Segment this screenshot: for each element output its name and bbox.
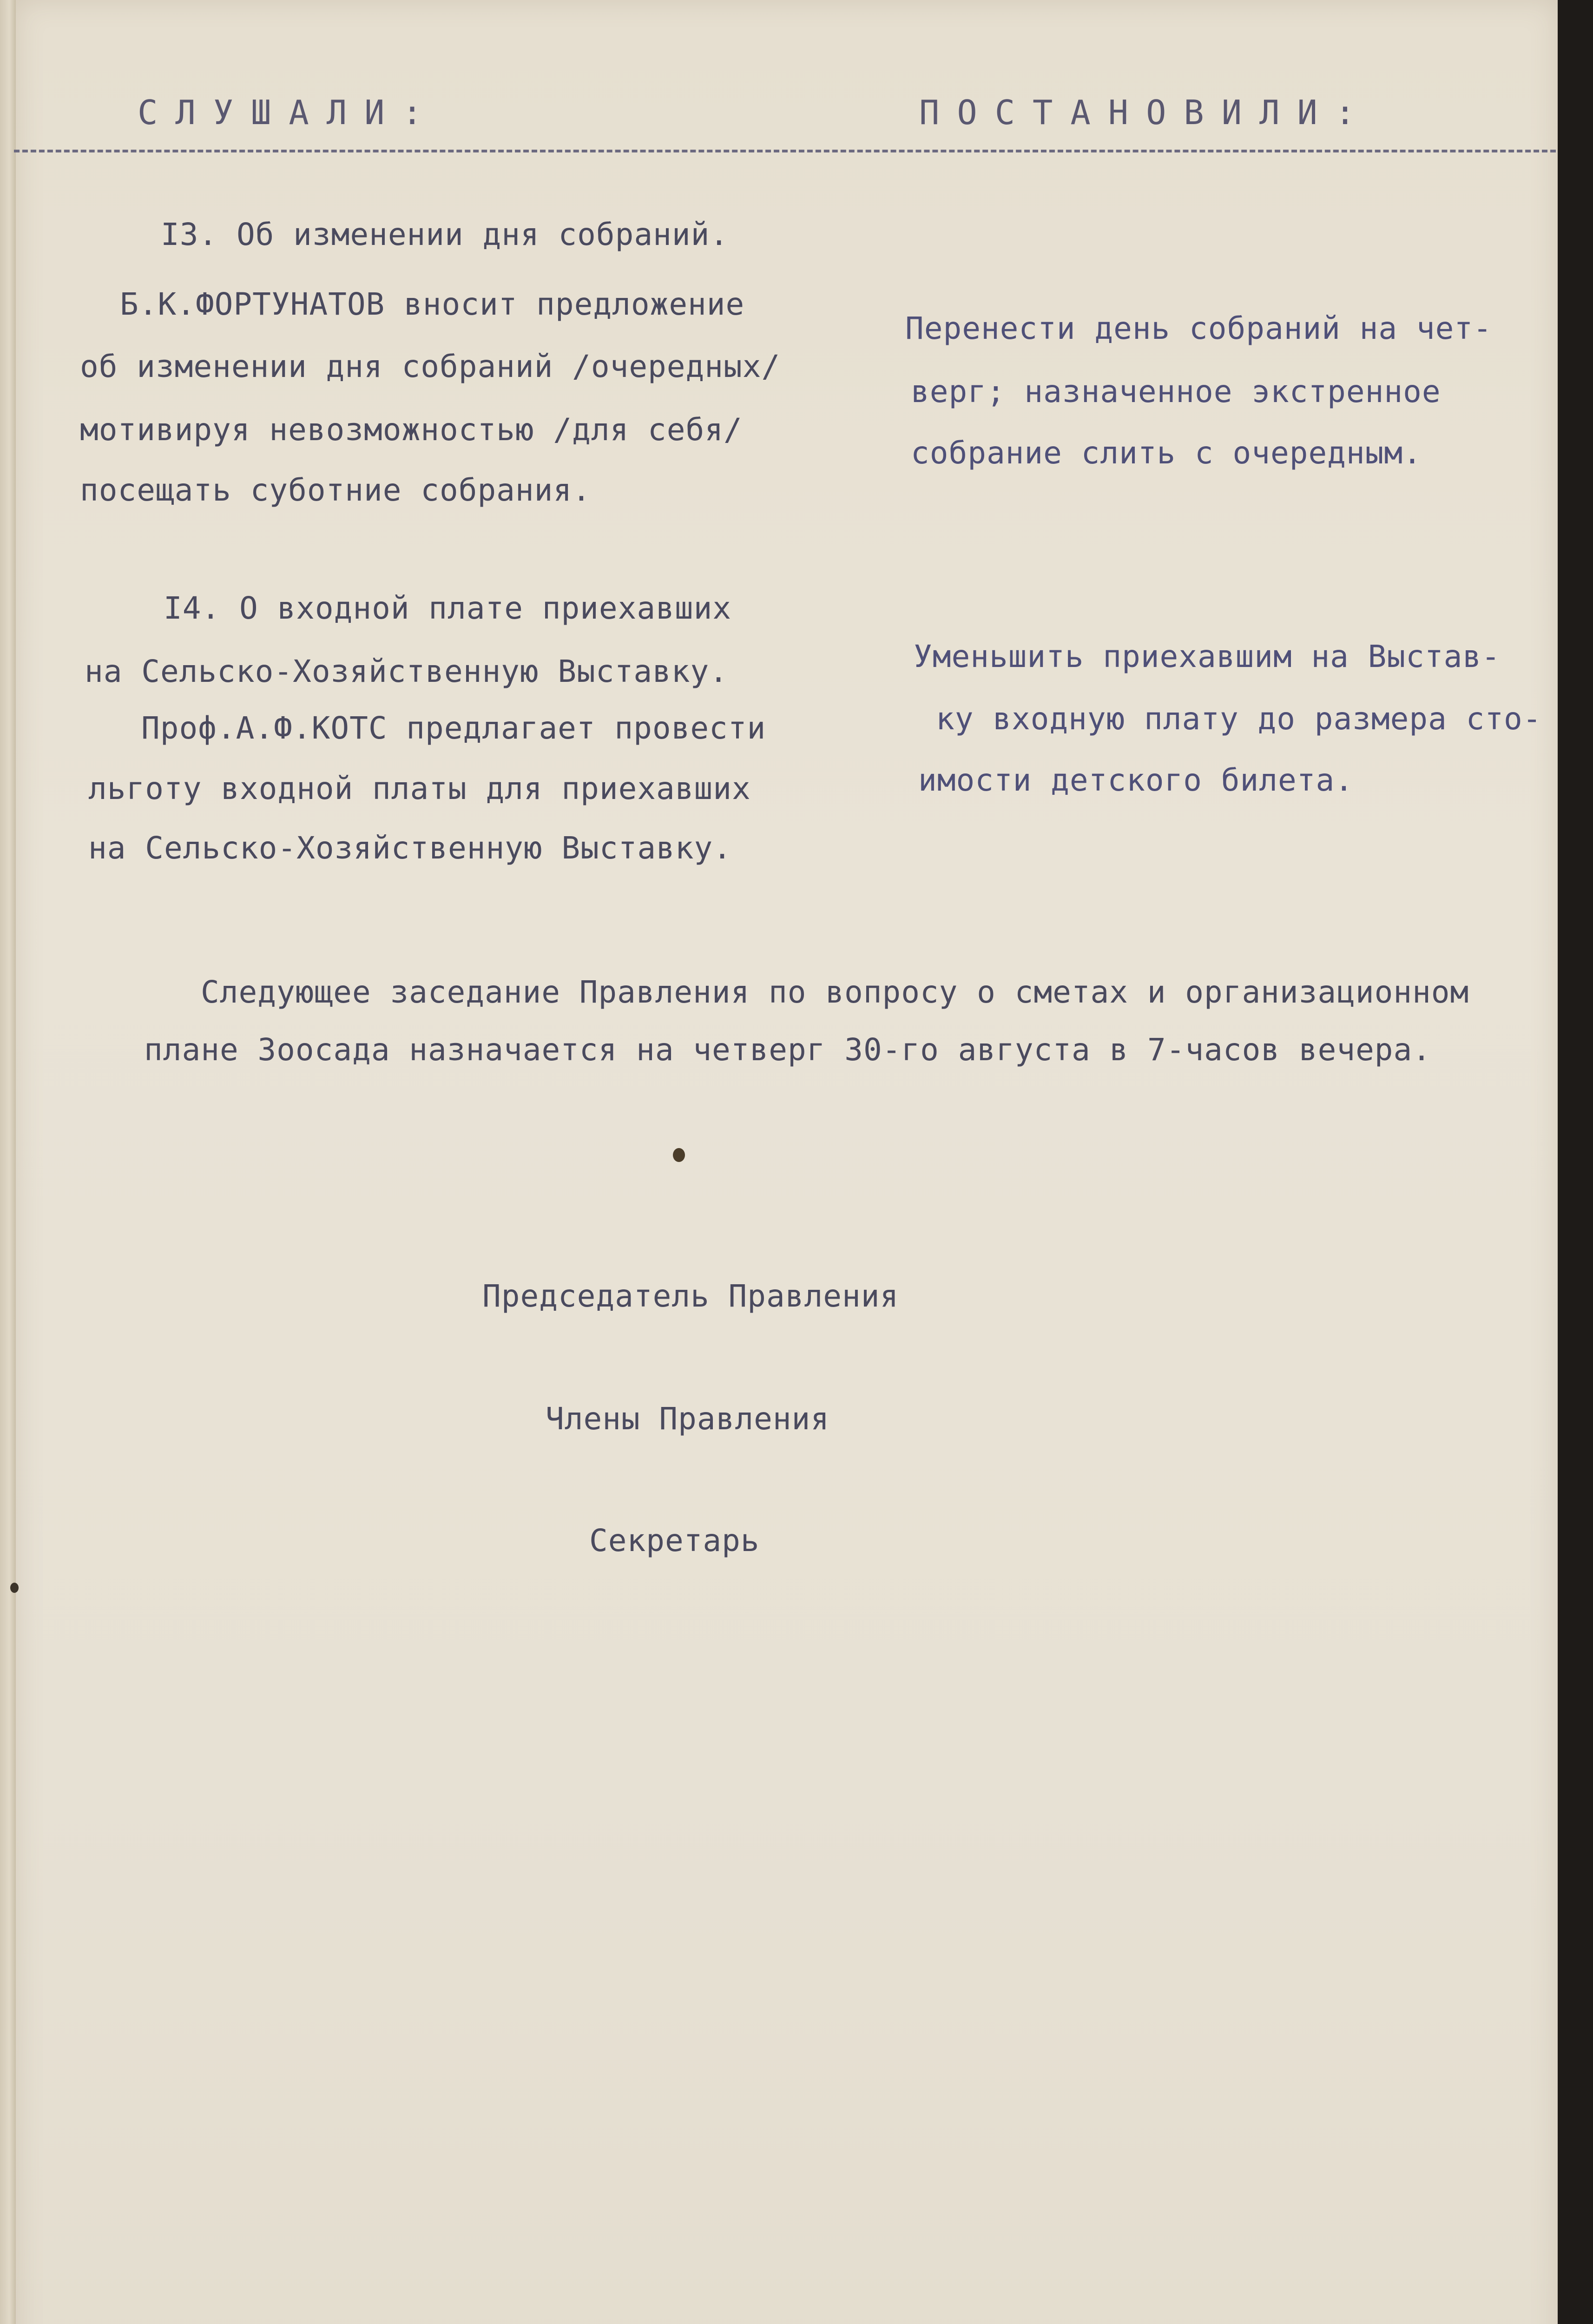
binding-hole bbox=[10, 1583, 19, 1593]
heading-heard: СЛУШАЛИ: bbox=[138, 93, 440, 132]
ink-speck bbox=[673, 1148, 685, 1162]
item-13-text-line: Б.К.ФОРТУНАТОВ вносит предложение bbox=[120, 286, 745, 322]
signature-secretary: Секретарь bbox=[589, 1523, 760, 1558]
item-13-resolution-line: верг; назначенное экстренное bbox=[911, 374, 1441, 409]
item-13-title: I3. Об изменении дня собраний. bbox=[161, 217, 729, 252]
header-divider bbox=[14, 150, 1556, 152]
item-14-title-cont: на Сельско-Хозяйственную Выставку. bbox=[85, 654, 729, 689]
item-13-resolution-line: собрание слить с очередным. bbox=[911, 435, 1422, 471]
page-edge-right bbox=[1558, 0, 1593, 2324]
item-14-resolution-line: Уменьшить приехавшим на Выстав- bbox=[914, 639, 1501, 674]
next-meeting-line: плане Зоосада назначается на четверг 30-го августа в 7-часов вечера. bbox=[144, 1032, 1432, 1068]
item-14-resolution-line: имости детского билета. bbox=[918, 762, 1354, 798]
item-13-text-line: посещать суботние собрания. bbox=[80, 472, 591, 508]
item-13-text-line: об изменении дня собраний /очередных/ bbox=[80, 349, 781, 384]
binding-edge bbox=[0, 0, 16, 2324]
item-14-text-line: льготу входной платы для приехавших bbox=[88, 771, 751, 806]
heading-resolved: ПОСТАНОВИЛИ: bbox=[919, 93, 1373, 132]
next-meeting-line: Следующее заседание Правления по вопросу о сметах и организационном bbox=[201, 974, 1469, 1010]
signature-members: Члены Правления bbox=[546, 1401, 830, 1437]
item-14-text-line: на Сельско-Хозяйственную Выставку. bbox=[88, 830, 732, 866]
item-13-resolution-line: Перенести день собраний на чет- bbox=[905, 310, 1492, 346]
signature-chairman: Председатель Правления bbox=[482, 1278, 899, 1314]
item-14-resolution-line: ку входную плату до размера сто- bbox=[936, 701, 1542, 737]
item-14-title: I4. О входной плате приехавших bbox=[164, 590, 732, 626]
item-13-text-line: мотивируя невозможностью /для себя/ bbox=[80, 412, 743, 448]
item-14-text-line: Проф.А.Ф.КОТС предлагает провести bbox=[141, 710, 766, 746]
